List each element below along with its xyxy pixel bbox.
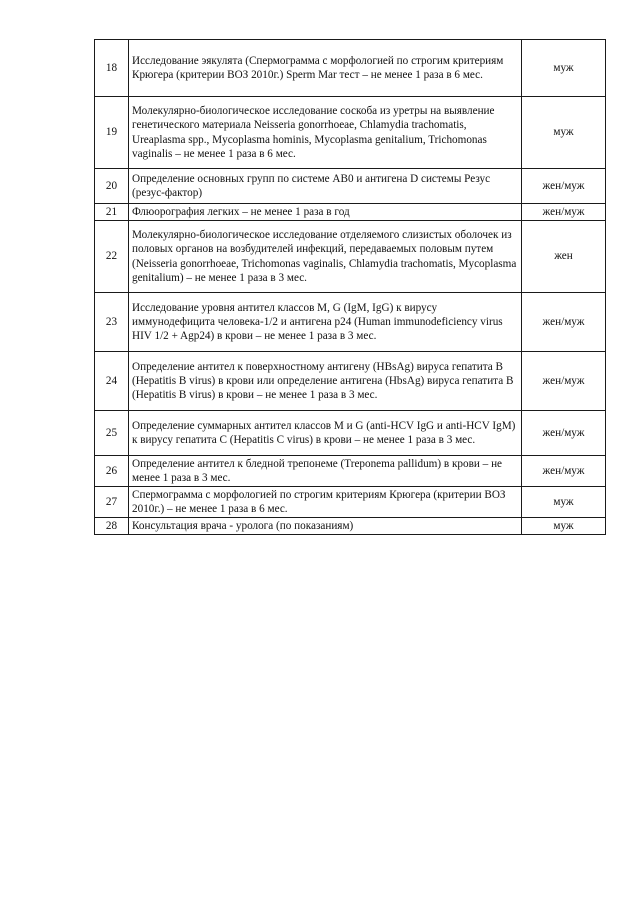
service-description: Молекулярно-биологическое исследование отделяемого слизистых оболочек из половых органов на возбудителей инфекций, передаваемых половым путем (Neisseria gonorrhoeae, Trichomonas vaginalis, Chlamydia trachomatis, Mycoplasma genitalium) – не менее 1 раза в 3 мес. — [129, 221, 522, 293]
row-number: 25 — [95, 411, 129, 456]
service-description: Определение антител к поверхностному антигену (HBsAg) вируса гепатита В (Hepatitis B virus) в крови или определение антигена (HbsAg) вируса гепатита В (Hepatitis B virus) в крови – не менее 1 раза в 3 мес. — [129, 352, 522, 411]
service-description: Определение суммарных антител классов M и G (anti-HCV IgG и anti-HCV IgM) к вирусу гепатита С (Hepatitis C virus) в крови – не менее 1 раза в 3 мес. — [129, 411, 522, 456]
table-row — [95, 293, 606, 352]
table-row — [95, 40, 606, 97]
service-description: Определение антител к бледной трепонеме (Treponema pallidum) в крови – не менее 1 раза в 3 мес. — [129, 456, 522, 487]
row-number: 20 — [95, 169, 129, 204]
applies-to: жен — [522, 221, 606, 293]
service-description: Консультация врача - уролога (по показаниям) — [129, 518, 522, 535]
service-description: Исследование уровня антител классов M, G (IgM, IgG) к вирусу иммунодефицита человека-1/2 и антигена p24 (Human immunodeficiency virus HIV 1/2 + Agp24) в крови – не менее 1 раза в 3 мес. — [129, 293, 522, 352]
applies-to: жен/муж — [522, 204, 606, 221]
applies-to: жен/муж — [522, 293, 606, 352]
table-row — [95, 169, 606, 204]
row-number: 23 — [95, 293, 129, 352]
table-row — [95, 97, 606, 169]
service-description: Исследование эякулята (Спермограмма с морфологией по строгим критериям Крюгера (критерии ВОЗ 2010г.) Sperm Mar тест – не менее 1 раза в 6 мес. — [129, 40, 522, 97]
applies-to: муж — [522, 40, 606, 97]
row-number: 19 — [95, 97, 129, 169]
applies-to: муж — [522, 518, 606, 535]
table-row — [95, 456, 606, 487]
table-row — [95, 411, 606, 456]
service-description: Определение основных групп по системе AB0 и антигена D системы Резус (резус-фактор) — [129, 169, 522, 204]
applies-to: муж — [522, 487, 606, 518]
row-number: 21 — [95, 204, 129, 221]
applies-to: жен/муж — [522, 456, 606, 487]
table-row — [95, 221, 606, 293]
applies-to: муж — [522, 97, 606, 169]
row-number: 28 — [95, 518, 129, 535]
applies-to: жен/муж — [522, 411, 606, 456]
row-number: 26 — [95, 456, 129, 487]
table-row — [95, 352, 606, 411]
row-number: 24 — [95, 352, 129, 411]
row-number: 27 — [95, 487, 129, 518]
table-row — [95, 487, 606, 518]
service-description: Молекулярно-биологическое исследование соскоба из уретры на выявление генетического материала Neisseria gonorrhoeae, Chlamydia trachomatis, Ureaplasma spp., Mycoplasma hominis, Mycoplasma genitalium, Trichomonas vaginalis – не менее 1 раза в 6 мес. — [129, 97, 522, 169]
service-description: Флюорография легких – не менее 1 раза в год — [129, 204, 522, 221]
table-row — [95, 204, 606, 221]
applies-to: жен/муж — [522, 352, 606, 411]
row-number: 22 — [95, 221, 129, 293]
row-number: 18 — [95, 40, 129, 97]
services-table — [94, 39, 606, 535]
service-description: Спермограмма с морфологией по строгим критериям Крюгера (критерии ВОЗ 2010г.) – не менее 1 раза в 6 мес. — [129, 487, 522, 518]
table-row — [95, 518, 606, 535]
applies-to: жен/муж — [522, 169, 606, 204]
